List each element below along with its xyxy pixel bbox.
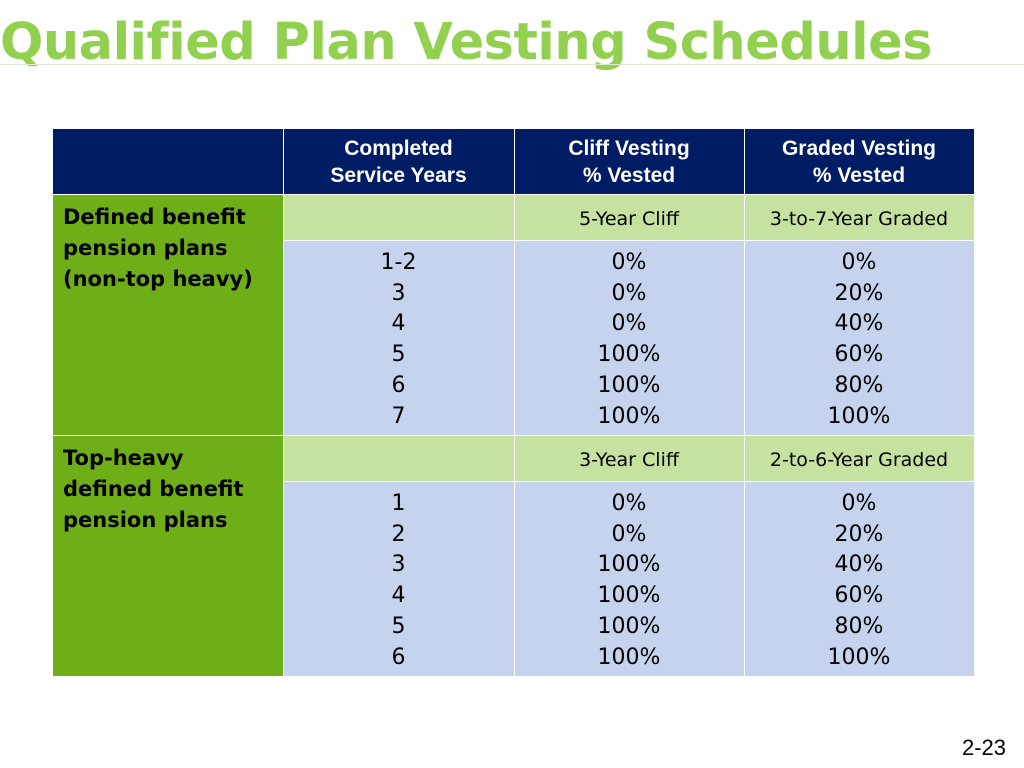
service-years-values [283,240,514,435]
value: 100% [597,613,661,639]
header-graded-vesting [744,129,974,194]
value: 4 [391,583,406,609]
graded-vested-values [744,481,974,676]
graded-schedule-label: 3-to-7-Year Graded [744,194,974,240]
value: 6 [391,644,406,670]
value: 1 [391,491,406,516]
graded-vested-values [744,240,974,435]
value: 100% [597,644,661,670]
category-line: pension plans [63,236,228,260]
value: 100% [597,552,661,578]
row-divider [53,194,974,195]
header-line: Cliff Vesting [568,136,690,160]
value: 100% [827,403,891,429]
value: 0% [841,250,877,275]
value: 60% [834,342,884,368]
category-line: pension plans [63,508,228,532]
category-cell-non-top-heavy [53,194,283,435]
cliff-vested-values [514,240,744,435]
header-line: Service Years [330,163,467,187]
category-cell-top-heavy [53,435,283,676]
header-cliff-vesting [514,129,744,194]
value: 100% [597,583,661,609]
value: 1-2 [380,250,417,275]
header-empty-cell [53,129,283,194]
service-years-values [283,481,514,676]
value: 0% [841,491,877,516]
column-divider [283,129,284,676]
value: 40% [834,311,884,337]
value: 5 [391,613,406,639]
category-line: Defined benefit [63,205,246,229]
value: 6 [391,372,406,398]
value: 0% [611,491,647,516]
graded-schedule-label: 2-to-6-Year Graded [744,435,974,481]
value: 4 [391,311,406,337]
value: 2 [391,521,406,547]
value: 3 [391,280,406,306]
value: 0% [611,521,647,547]
header-line: % Vested [582,163,676,187]
header-line: Completed [344,136,453,160]
value: 80% [834,372,884,398]
value: 40% [834,552,884,578]
value: 20% [834,521,884,547]
value: 20% [834,280,884,306]
cliff-schedule-label: 3-Year Cliff [514,435,744,481]
row-divider [53,435,974,436]
column-divider [514,129,515,676]
category-line: Top-heavy [63,446,184,470]
value: 100% [597,372,661,398]
value: 80% [834,613,884,639]
value: 0% [611,280,647,306]
title-underline [0,64,1024,65]
row-divider [283,481,974,482]
cliff-vested-values [514,481,744,676]
value: 100% [827,644,891,670]
header-line: % Vested [812,163,906,187]
category-line: (non-top heavy) [63,267,253,291]
value: 100% [597,403,661,429]
column-divider [744,129,745,676]
value: 3 [391,552,406,578]
value: 0% [611,250,647,275]
header-completed-service-years [283,129,514,194]
page-number: 2-23 [961,735,1006,760]
category-line: defined benefit [63,477,244,501]
value: 100% [597,342,661,368]
schedule-row-empty-cell [283,194,514,240]
value: 5 [391,342,406,368]
header-line: Graded Vesting [781,136,937,160]
vesting-schedule-table [53,129,974,676]
slide-title: Qualified Plan Vesting Schedules [0,13,933,72]
value: 0% [611,311,647,337]
row-divider [283,240,974,241]
value: 60% [834,583,884,609]
value: 7 [391,403,406,429]
schedule-row-empty-cell [283,435,514,481]
cliff-schedule-label: 5-Year Cliff [514,194,744,240]
